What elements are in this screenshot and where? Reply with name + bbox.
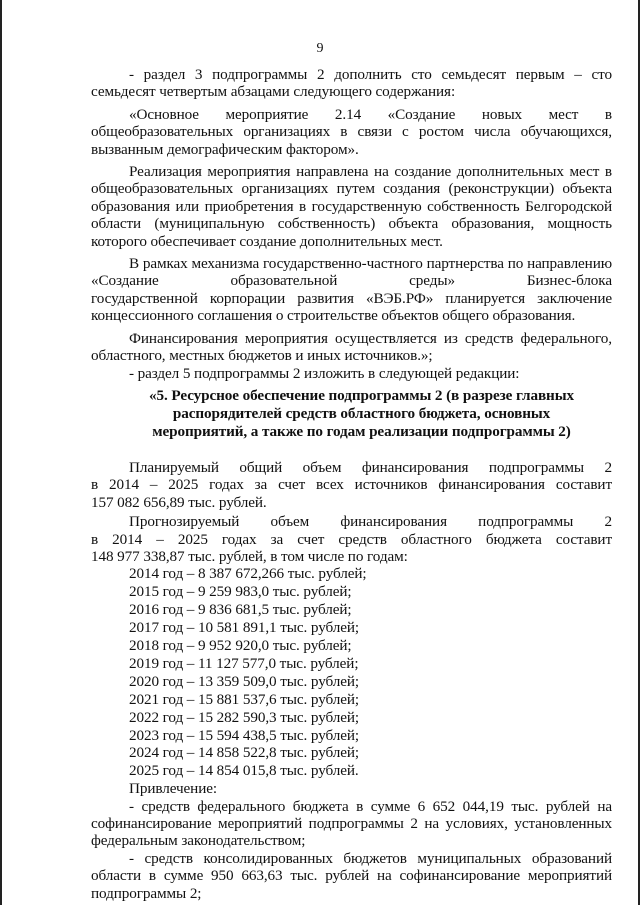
paragraph-partnership-start: В рамках механизма государственно-частного партнерства по направлению «Создание образовательной среды» Бизнес-блока xyxy=(91,255,612,290)
scan-border-left xyxy=(0,0,2,905)
paragraph-partnership-end: государственной корпорации развития «ВЭБ.РФ» планируется заключение концессионного соглашения о строительстве объектов общего образования. xyxy=(91,289,612,325)
year-funding-item: 2019 год – 11 127 577,0 тыс. рублей; xyxy=(129,654,359,672)
year-funding-item: 2023 год – 15 594 438,5 тыс. рублей; xyxy=(129,726,360,744)
year-funding-item: 2021 год – 15 881 537,6 тыс. рублей; xyxy=(129,690,360,708)
paragraph-section5-amendment: - раздел 5 подпрограммы 2 изложить в следующей редакции: xyxy=(129,364,520,382)
year-funding-item: 2015 год – 9 259 983,0 тыс. рублей; xyxy=(129,583,352,601)
year-funding-item: 2022 год – 15 282 590,3 тыс. рублей; xyxy=(129,708,360,726)
paragraph-implementation: Реализация мероприятия направлена на создание дополнительных мест в общеобразовательных организациях путем создания (реконструкции) объекта образования или приобретения в государственную собственность Белгородской области (муниципальную собственность) объекта образования, мощность которого обеспечивает создание дополнительных мест. xyxy=(91,163,612,250)
year-funding-item: 2024 год – 14 858 522,8 тыс. рублей; xyxy=(129,744,360,762)
section-heading-line: распорядителей средств областного бюджета, основных xyxy=(172,404,551,422)
paragraph-financing: Финансирования мероприятия осуществляется из средств федерального, областного, местных бюджетов и иных источников.»; xyxy=(91,329,612,365)
total-funding-amount: 157 082 656,89 тыс. рублей. xyxy=(91,493,267,511)
document-body xyxy=(91,66,612,902)
year-funding-item: 2025 год – 14 854 015,8 тыс. рублей. xyxy=(129,762,359,780)
federal-budget-paragraph: - средств федерального бюджета в сумме 6 652 044,19 тыс. рублей на софинансирование мероприятий подпрограммы 2 на условиях, установленных федеральным законодательством; xyxy=(91,797,612,850)
total-funding-line: в 2014 – 2025 годах за счет всех источников финансирования составит xyxy=(91,476,612,494)
municipal-budget-paragraph: - средств консолидированных бюджетов муниципальных образований области в сумме 950 663,63 тыс. рублей на софинансирование мероприятий подпрограммы 2; xyxy=(91,849,612,902)
year-funding-item: 2020 год – 13 359 509,0 тыс. рублей; xyxy=(129,672,360,690)
section-heading-line: «5. Ресурсное обеспечение подпрограммы 2 (в разрезе главных xyxy=(149,386,574,404)
regional-funding-amount: 148 977 338,87 тыс. рублей, в том числе по годам: xyxy=(91,547,408,565)
year-funding-item: 2017 год – 10 581 891,1 тыс. рублей; xyxy=(129,619,360,637)
yearly-funding-list xyxy=(91,565,612,780)
year-funding-item: 2014 год – 8 387 672,266 тыс. рублей; xyxy=(129,565,367,583)
year-funding-item: 2016 год – 9 836 681,5 тыс. рублей; xyxy=(129,601,352,619)
page-number: 9 xyxy=(316,41,324,56)
paragraph-section3-amendment: - раздел 3 подпрограммы 2 дополнить сто семьдесят первым – сто семьдесят четвертым абзацами следующего содержания: xyxy=(91,66,612,101)
year-funding-item: 2018 год – 9 952 920,0 тыс. рублей; xyxy=(129,636,352,654)
paragraph-main-activity: «Основное мероприятие 2.14 «Создание новых мест в общеобразовательных организациях в связи с ростом числа обучающихся, вызванным демографическим фактором». xyxy=(91,105,612,158)
attraction-label: Привлечение: xyxy=(129,780,217,798)
total-funding-line: Планируемый общий объем финансирования подпрограммы 2 xyxy=(129,458,612,476)
regional-funding-line: в 2014 – 2025 годах за счет средств областного бюджета составит xyxy=(91,530,612,548)
regional-funding-line: Прогнозируемый объем финансирования подпрограммы 2 xyxy=(129,513,612,531)
section-heading-line: мероприятий, а также по годам реализации подпрограммы 2) xyxy=(152,422,571,440)
section-heading xyxy=(91,387,612,441)
